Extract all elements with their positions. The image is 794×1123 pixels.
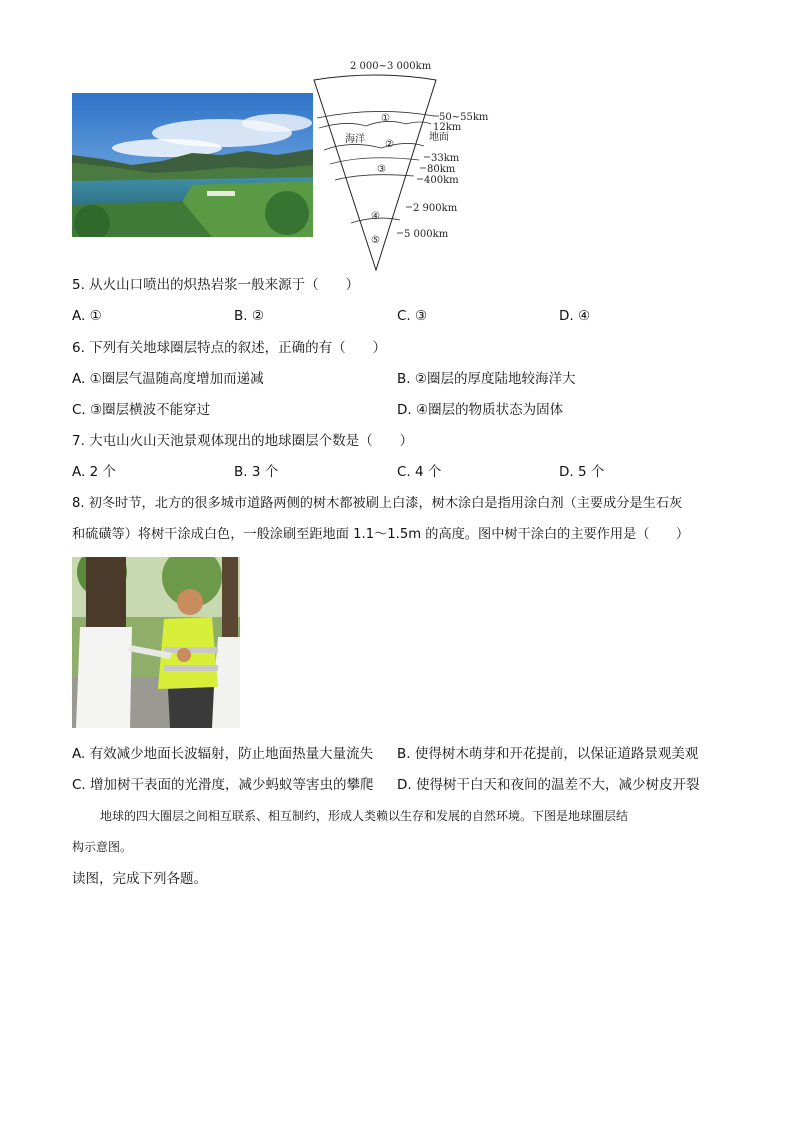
lake-photo [72,93,313,237]
q6-option-d: D. ④圈层的物质状态为固体 [397,402,564,418]
q6-option-a: A. ①圈层气温随高度增加而递减 [72,371,264,387]
q7-option-a: A. 2 个 [72,464,116,480]
q5-option-c: C. ③ [397,308,428,324]
diagram-top-label: 2 000~3 000km [350,61,432,72]
layer-5-label: ⑤ [371,235,380,246]
depth-label: 50~55km [439,112,489,123]
q5-option-d: D. ④ [559,308,591,324]
intro-instruction: 读图，完成下列各题。 [72,871,207,887]
intro-line1: 地球的四大圈层之间相互联系、相互制约，形成人类赖以生存和发展的自然环境。下图是地球圈层结 [100,809,629,823]
layer-2-label: ② [385,139,394,150]
depth-label: 400km [424,175,459,186]
q6-stem: 6. 下列有关地球圈层特点的叙述，正确的有（ ） [72,340,387,356]
q8-option-c: C. 增加树干表面的光滑度，减少蚂蚁等害虫的攀爬 [72,777,374,793]
q7-option-d: D. 5 个 [559,464,605,480]
q7-option-c: C. 4 个 [397,464,442,480]
intro-line2: 构示意图。 [72,840,133,854]
q8-option-d: D. 使得树干白天和夜间的温差不大，减少树皮开裂 [397,777,700,793]
earth-layers-diagram [306,58,506,273]
tree-whitewash-photo [72,557,240,728]
depth-label: 80km [427,164,456,175]
q6-option-c: C. ③圈层横波不能穿过 [72,402,211,418]
q8-stem-line1: 8. 初冬时节，北方的很多城市道路两侧的树木都被刷上白漆，树木涂白是指用涂白剂（主要成分是生石灰 [72,496,683,511]
q5-option-a: A. ① [72,308,102,324]
q5-option-b: B. ② [234,308,264,324]
q7-stem: 7. 大屯山火山天池景观体现出的地球圈层个数是（ ） [72,433,414,449]
layer-4-label: ④ [371,211,380,222]
q8-option-a: A. 有效减少地面长波辐射，防止地面热量大量流失 [72,746,374,762]
q7-option-b: B. 3 个 [234,464,279,480]
ocean-label: 海洋 [345,134,365,145]
depth-label: 2 900km [413,203,458,214]
q6-option-b: B. ②圈层的厚度陆地较海洋大 [397,371,576,387]
layer-1-label: ① [381,113,390,124]
depth-label: 12km [433,122,462,133]
depth-label: 33km [431,153,460,164]
ground-label: 地面 [429,132,449,143]
q8-stem-line2: 和硫磺等）将树干涂成白色，一般涂刷至距地面 1.1～1.5m 的高度。图中树干涂白的主要作用是（ ） [72,527,690,542]
q8-option-b: B. 使得树木萌芽和开花提前，以保证道路景观美观 [397,746,699,762]
q5-stem: 5. 从火山口喷出的炽热岩浆一般来源于（ ） [72,277,360,293]
depth-label: 5 000km [404,229,449,240]
layer-3-label: ③ [377,164,386,175]
